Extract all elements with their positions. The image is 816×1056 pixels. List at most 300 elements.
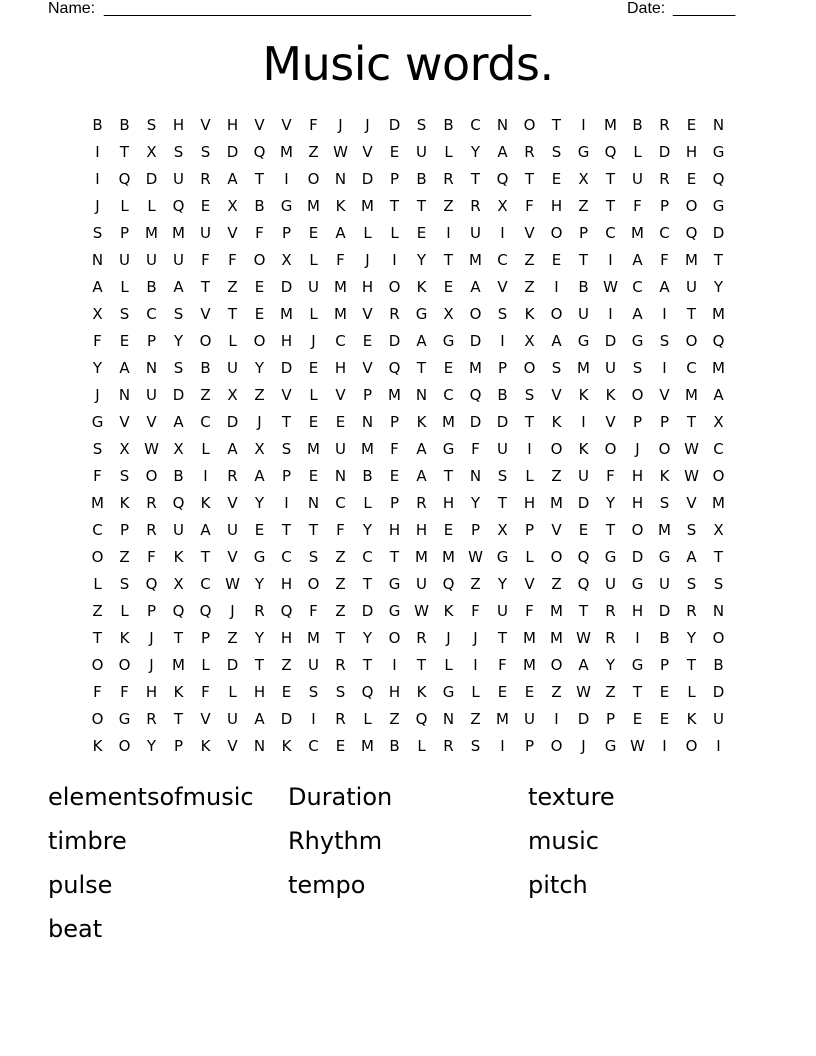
grid-letter[interactable]: J xyxy=(635,440,640,458)
grid-letter[interactable]: M xyxy=(361,440,374,458)
grid-letter[interactable]: V xyxy=(227,737,238,755)
grid-letter[interactable]: P xyxy=(497,359,508,377)
grid-letter[interactable]: Z xyxy=(254,386,265,404)
grid-letter[interactable]: K xyxy=(92,737,103,755)
grid-letter[interactable]: D xyxy=(226,413,239,431)
grid-letter[interactable]: Y xyxy=(605,656,616,674)
grid-letter[interactable]: B xyxy=(389,737,400,755)
grid-letter[interactable]: L xyxy=(444,143,453,161)
grid-letter[interactable]: A xyxy=(578,656,589,674)
grid-letter[interactable]: H xyxy=(253,683,266,701)
grid-letter[interactable]: S xyxy=(470,737,481,755)
grid-letter[interactable]: M xyxy=(523,656,536,674)
grid-letter[interactable]: E xyxy=(686,116,697,134)
grid-letter[interactable]: D xyxy=(145,170,158,188)
grid-letter[interactable]: I xyxy=(527,440,532,458)
grid-letter[interactable]: E xyxy=(497,683,508,701)
grid-letter[interactable]: H xyxy=(226,116,239,134)
grid-letter[interactable]: E xyxy=(308,359,319,377)
grid-letter[interactable]: B xyxy=(578,278,589,296)
grid-letter[interactable]: I xyxy=(662,737,667,755)
grid-letter[interactable]: S xyxy=(659,332,670,350)
grid-letter[interactable]: T xyxy=(605,197,616,215)
grid-letter[interactable]: V xyxy=(200,116,211,134)
grid-letter[interactable]: Y xyxy=(146,737,157,755)
grid-letter[interactable]: S xyxy=(308,683,319,701)
grid-letter[interactable]: F xyxy=(525,602,534,620)
grid-letter[interactable]: R xyxy=(146,710,157,728)
grid-letter[interactable]: A xyxy=(254,710,265,728)
grid-letter[interactable]: C xyxy=(335,332,346,350)
grid-letter[interactable]: B xyxy=(200,359,211,377)
grid-letter[interactable]: O xyxy=(550,548,563,566)
grid-letter[interactable]: F xyxy=(309,602,318,620)
grid-letter[interactable]: F xyxy=(471,602,480,620)
grid-letter[interactable]: V xyxy=(200,305,211,323)
grid-letter[interactable]: A xyxy=(416,467,427,485)
grid-letter[interactable]: M xyxy=(685,251,698,269)
grid-letter[interactable]: A xyxy=(227,170,238,188)
grid-letter[interactable]: S xyxy=(497,467,508,485)
grid-letter[interactable]: N xyxy=(334,170,347,188)
grid-letter[interactable]: S xyxy=(713,575,724,593)
grid-letter[interactable]: U xyxy=(578,305,589,323)
grid-letter[interactable]: A xyxy=(416,332,427,350)
date-field[interactable]: _______ xyxy=(673,0,736,17)
grid-letter[interactable]: L xyxy=(120,278,129,296)
grid-letter[interactable]: J xyxy=(473,629,478,647)
grid-letter[interactable]: D xyxy=(658,602,671,620)
grid-letter[interactable]: Q xyxy=(172,494,185,512)
grid-letter[interactable]: V xyxy=(551,521,562,539)
grid-letter[interactable]: V xyxy=(227,548,238,566)
grid-letter[interactable]: X xyxy=(497,197,508,215)
grid-letter[interactable]: M xyxy=(496,710,509,728)
grid-letter[interactable]: G xyxy=(577,332,590,350)
grid-letter[interactable]: P xyxy=(200,629,211,647)
grid-letter[interactable]: E xyxy=(254,278,265,296)
grid-letter[interactable]: E xyxy=(524,683,535,701)
grid-letter[interactable]: O xyxy=(388,278,401,296)
grid-letter[interactable]: V xyxy=(200,710,211,728)
grid-letter[interactable]: C xyxy=(200,413,211,431)
grid-letter[interactable]: S xyxy=(551,359,562,377)
grid-letter[interactable]: Q xyxy=(604,143,617,161)
grid-letter[interactable]: S xyxy=(119,575,130,593)
grid-letter[interactable]: M xyxy=(280,143,293,161)
grid-letter[interactable]: U xyxy=(578,467,589,485)
grid-letter[interactable]: F xyxy=(471,440,480,458)
grid-letter[interactable]: F xyxy=(498,656,507,674)
grid-letter[interactable]: O xyxy=(388,629,401,647)
grid-letter[interactable]: R xyxy=(659,170,670,188)
grid-letter[interactable]: A xyxy=(632,305,643,323)
grid-letter[interactable]: J xyxy=(446,629,451,647)
grid-letter[interactable]: F xyxy=(606,467,615,485)
grid-letter[interactable]: G xyxy=(712,143,725,161)
grid-letter[interactable]: K xyxy=(119,494,130,512)
grid-letter[interactable]: W xyxy=(225,575,240,593)
grid-letter[interactable]: S xyxy=(416,116,427,134)
grid-letter[interactable]: B xyxy=(659,629,670,647)
grid-letter[interactable]: R xyxy=(524,143,535,161)
grid-letter[interactable]: F xyxy=(633,197,642,215)
grid-letter[interactable]: O xyxy=(118,737,131,755)
grid-letter[interactable]: I xyxy=(311,710,316,728)
grid-letter[interactable]: S xyxy=(551,143,562,161)
grid-letter[interactable]: C xyxy=(281,548,292,566)
grid-letter[interactable]: A xyxy=(119,359,130,377)
grid-letter[interactable]: G xyxy=(604,737,617,755)
grid-letter[interactable]: Q xyxy=(172,197,185,215)
grid-letter[interactable]: W xyxy=(684,467,699,485)
grid-letter[interactable]: P xyxy=(524,737,535,755)
grid-letter[interactable]: T xyxy=(362,656,373,674)
grid-letter[interactable]: H xyxy=(631,494,644,512)
grid-letter[interactable]: A xyxy=(686,548,697,566)
grid-letter[interactable]: X xyxy=(146,143,157,161)
grid-letter[interactable]: Y xyxy=(470,143,481,161)
grid-letter[interactable]: Y xyxy=(362,521,373,539)
grid-letter[interactable]: B xyxy=(443,116,454,134)
grid-letter[interactable]: N xyxy=(496,116,509,134)
grid-letter[interactable]: U xyxy=(200,224,211,242)
grid-letter[interactable]: I xyxy=(662,305,667,323)
grid-letter[interactable]: P xyxy=(524,521,535,539)
grid-letter[interactable]: O xyxy=(712,629,725,647)
grid-letter[interactable]: A xyxy=(173,278,184,296)
grid-letter[interactable]: G xyxy=(442,440,455,458)
grid-letter[interactable]: T xyxy=(200,278,211,296)
grid-letter[interactable]: H xyxy=(334,359,347,377)
grid-letter[interactable]: L xyxy=(633,143,642,161)
grid-letter[interactable]: J xyxy=(149,629,154,647)
grid-letter[interactable]: H xyxy=(145,683,158,701)
grid-letter[interactable]: B xyxy=(497,386,508,404)
grid-letter[interactable]: Q xyxy=(577,548,590,566)
grid-letter[interactable]: A xyxy=(335,224,346,242)
grid-letter[interactable]: C xyxy=(308,737,319,755)
grid-letter[interactable]: H xyxy=(685,143,698,161)
grid-letter[interactable]: O xyxy=(307,575,320,593)
grid-letter[interactable]: V xyxy=(281,116,292,134)
grid-letter[interactable]: O xyxy=(523,359,536,377)
grid-letter[interactable]: Q xyxy=(712,170,725,188)
grid-letter[interactable]: M xyxy=(172,224,185,242)
grid-letter[interactable]: S xyxy=(119,305,130,323)
grid-letter[interactable]: F xyxy=(660,251,669,269)
grid-letter[interactable]: U xyxy=(497,440,508,458)
grid-letter[interactable]: R xyxy=(146,521,157,539)
grid-letter[interactable]: P xyxy=(173,737,184,755)
grid-letter[interactable]: U xyxy=(146,251,157,269)
grid-letter[interactable]: T xyxy=(281,413,292,431)
grid-letter[interactable]: D xyxy=(388,116,401,134)
grid-letter[interactable]: R xyxy=(389,305,400,323)
grid-letter[interactable]: G xyxy=(91,413,104,431)
grid-letter[interactable]: E xyxy=(578,521,589,539)
grid-letter[interactable]: E xyxy=(254,521,265,539)
grid-letter[interactable]: L xyxy=(444,656,453,674)
grid-letter[interactable]: F xyxy=(93,467,102,485)
grid-letter[interactable]: Y xyxy=(254,494,265,512)
grid-letter[interactable]: H xyxy=(415,521,428,539)
grid-letter[interactable]: B xyxy=(146,278,157,296)
grid-letter[interactable]: N xyxy=(307,494,320,512)
grid-letter[interactable]: M xyxy=(712,305,725,323)
grid-letter[interactable]: X xyxy=(524,332,535,350)
grid-letter[interactable]: S xyxy=(308,548,319,566)
grid-letter[interactable]: T xyxy=(200,548,211,566)
grid-letter[interactable]: N xyxy=(415,386,428,404)
grid-letter[interactable]: I xyxy=(284,170,289,188)
grid-letter[interactable]: X xyxy=(578,170,589,188)
grid-letter[interactable]: C xyxy=(146,305,157,323)
grid-letter[interactable]: O xyxy=(685,737,698,755)
grid-letter[interactable]: M xyxy=(550,629,563,647)
grid-letter[interactable]: T xyxy=(362,575,373,593)
grid-letter[interactable]: S xyxy=(92,440,103,458)
grid-letter[interactable]: Q xyxy=(118,170,131,188)
grid-letter[interactable]: H xyxy=(388,521,401,539)
grid-letter[interactable]: U xyxy=(173,170,184,188)
grid-letter[interactable]: L xyxy=(201,656,210,674)
grid-letter[interactable]: E xyxy=(308,224,319,242)
grid-letter[interactable]: I xyxy=(500,332,505,350)
grid-letter[interactable]: S xyxy=(335,683,346,701)
grid-letter[interactable]: N xyxy=(118,386,131,404)
grid-letter[interactable]: N xyxy=(334,467,347,485)
grid-letter[interactable]: Q xyxy=(442,575,455,593)
grid-letter[interactable]: T xyxy=(281,521,292,539)
grid-letter[interactable]: F xyxy=(309,116,318,134)
grid-letter[interactable]: P xyxy=(146,602,157,620)
grid-letter[interactable]: Y xyxy=(173,332,184,350)
grid-letter[interactable]: L xyxy=(228,683,237,701)
grid-letter[interactable]: G xyxy=(631,332,644,350)
grid-letter[interactable]: Z xyxy=(92,602,103,620)
grid-letter[interactable]: Z xyxy=(551,467,562,485)
grid-letter[interactable]: Z xyxy=(551,575,562,593)
grid-letter[interactable]: D xyxy=(226,143,239,161)
grid-letter[interactable]: Q xyxy=(388,359,401,377)
grid-letter[interactable]: Q xyxy=(496,170,509,188)
grid-letter[interactable]: D xyxy=(712,224,725,242)
grid-letter[interactable]: S xyxy=(92,224,103,242)
grid-letter[interactable]: V xyxy=(659,386,670,404)
grid-letter[interactable]: L xyxy=(309,251,318,269)
grid-letter[interactable]: M xyxy=(334,305,347,323)
grid-letter[interactable]: I xyxy=(473,656,478,674)
grid-letter[interactable]: F xyxy=(228,251,237,269)
grid-letter[interactable]: F xyxy=(336,521,345,539)
grid-letter[interactable]: R xyxy=(416,629,427,647)
grid-letter[interactable]: Z xyxy=(389,710,400,728)
grid-letter[interactable]: P xyxy=(659,413,670,431)
grid-letter[interactable]: L xyxy=(390,224,399,242)
grid-letter[interactable]: K xyxy=(443,602,454,620)
grid-letter[interactable]: X xyxy=(227,197,238,215)
grid-letter[interactable]: K xyxy=(551,413,562,431)
grid-letter[interactable]: H xyxy=(523,494,536,512)
grid-letter[interactable]: Y xyxy=(497,575,508,593)
grid-letter[interactable]: B xyxy=(632,116,643,134)
grid-letter[interactable]: N xyxy=(712,602,725,620)
grid-letter[interactable]: Y xyxy=(254,359,265,377)
grid-letter[interactable]: S xyxy=(281,440,292,458)
grid-letter[interactable]: S xyxy=(173,305,184,323)
grid-letter[interactable]: S xyxy=(686,521,697,539)
grid-letter[interactable]: O xyxy=(253,251,266,269)
grid-letter[interactable]: D xyxy=(361,170,374,188)
grid-letter[interactable]: O xyxy=(658,440,671,458)
grid-letter[interactable]: M xyxy=(469,359,482,377)
grid-letter[interactable]: E xyxy=(308,467,319,485)
grid-letter[interactable]: S xyxy=(632,359,643,377)
grid-letter[interactable]: N xyxy=(145,359,158,377)
grid-letter[interactable]: C xyxy=(497,251,508,269)
grid-letter[interactable]: V xyxy=(254,116,265,134)
grid-letter[interactable]: A xyxy=(632,251,643,269)
grid-letter[interactable]: Z xyxy=(119,548,130,566)
grid-letter[interactable]: S xyxy=(173,143,184,161)
grid-letter[interactable]: P xyxy=(389,170,400,188)
grid-letter[interactable]: F xyxy=(93,332,102,350)
grid-letter[interactable]: G xyxy=(280,197,293,215)
grid-letter[interactable]: L xyxy=(147,197,156,215)
grid-letter[interactable]: C xyxy=(200,575,211,593)
grid-letter[interactable]: O xyxy=(253,332,266,350)
grid-letter[interactable]: L xyxy=(417,737,426,755)
grid-letter[interactable]: A xyxy=(254,467,265,485)
grid-letter[interactable]: X xyxy=(713,521,724,539)
grid-letter[interactable]: T xyxy=(389,548,400,566)
grid-letter[interactable]: R xyxy=(254,602,265,620)
grid-letter[interactable]: X xyxy=(713,413,724,431)
grid-letter[interactable]: F xyxy=(201,251,210,269)
grid-letter[interactable]: U xyxy=(227,710,238,728)
grid-letter[interactable]: D xyxy=(631,548,644,566)
grid-letter[interactable]: U xyxy=(416,143,427,161)
grid-letter[interactable]: L xyxy=(363,710,372,728)
grid-letter[interactable]: P xyxy=(659,656,670,674)
grid-letter[interactable]: T xyxy=(335,629,346,647)
grid-letter[interactable]: L xyxy=(228,332,237,350)
grid-letter[interactable]: Z xyxy=(443,197,454,215)
grid-letter[interactable]: E xyxy=(254,305,265,323)
grid-letter[interactable]: R xyxy=(686,602,697,620)
grid-letter[interactable]: O xyxy=(631,521,644,539)
grid-letter[interactable]: C xyxy=(335,494,346,512)
grid-letter[interactable]: Z xyxy=(524,278,535,296)
grid-letter[interactable]: B xyxy=(119,116,130,134)
grid-letter[interactable]: J xyxy=(365,116,370,134)
grid-letter[interactable]: T xyxy=(92,629,103,647)
grid-letter[interactable]: M xyxy=(307,197,320,215)
grid-letter[interactable]: X xyxy=(281,251,292,269)
grid-letter[interactable]: L xyxy=(525,467,534,485)
grid-letter[interactable]: K xyxy=(335,197,346,215)
grid-letter[interactable]: G xyxy=(604,548,617,566)
grid-letter[interactable]: Z xyxy=(335,602,346,620)
grid-letter[interactable]: U xyxy=(605,575,616,593)
grid-letter[interactable]: A xyxy=(92,278,103,296)
grid-letter[interactable]: S xyxy=(686,575,697,593)
grid-letter[interactable]: U xyxy=(173,251,184,269)
grid-letter[interactable]: K xyxy=(416,683,427,701)
grid-letter[interactable]: L xyxy=(93,575,102,593)
grid-letter[interactable]: H xyxy=(550,197,563,215)
grid-letter[interactable]: R xyxy=(416,494,427,512)
grid-letter[interactable]: E xyxy=(335,737,346,755)
grid-letter[interactable]: F xyxy=(147,548,156,566)
grid-letter[interactable]: E xyxy=(362,332,373,350)
grid-letter[interactable]: T xyxy=(227,305,238,323)
grid-letter[interactable]: R xyxy=(605,602,616,620)
grid-letter[interactable]: U xyxy=(227,521,238,539)
grid-letter[interactable]: L xyxy=(120,197,129,215)
grid-letter[interactable]: Q xyxy=(415,710,428,728)
grid-letter[interactable]: E xyxy=(119,332,130,350)
grid-letter[interactable]: E xyxy=(551,251,562,269)
grid-letter[interactable]: W xyxy=(576,629,591,647)
grid-letter[interactable]: D xyxy=(361,602,374,620)
grid-letter[interactable]: U xyxy=(146,386,157,404)
grid-letter[interactable]: I xyxy=(581,413,586,431)
grid-letter[interactable]: Q xyxy=(253,143,266,161)
grid-letter[interactable]: R xyxy=(470,197,481,215)
grid-letter[interactable]: H xyxy=(388,683,401,701)
grid-letter[interactable]: F xyxy=(255,224,264,242)
grid-letter[interactable]: V xyxy=(605,413,616,431)
grid-letter[interactable]: M xyxy=(334,278,347,296)
grid-letter[interactable]: O xyxy=(118,656,131,674)
grid-letter[interactable]: Z xyxy=(605,683,616,701)
grid-letter[interactable]: M xyxy=(631,224,644,242)
grid-letter[interactable]: J xyxy=(230,602,235,620)
grid-letter[interactable]: M xyxy=(145,224,158,242)
grid-letter[interactable]: U xyxy=(524,710,535,728)
grid-letter[interactable]: D xyxy=(658,143,671,161)
grid-letter[interactable]: U xyxy=(470,224,481,242)
grid-letter[interactable]: M xyxy=(280,305,293,323)
grid-letter[interactable]: H xyxy=(280,575,293,593)
grid-letter[interactable]: P xyxy=(362,386,373,404)
grid-letter[interactable]: K xyxy=(578,386,589,404)
grid-letter[interactable]: P xyxy=(659,197,670,215)
grid-letter[interactable]: C xyxy=(443,386,454,404)
grid-letter[interactable]: M xyxy=(415,548,428,566)
grid-letter[interactable]: T xyxy=(686,413,697,431)
grid-letter[interactable]: E xyxy=(443,359,454,377)
grid-letter[interactable]: O xyxy=(550,305,563,323)
grid-letter[interactable]: M xyxy=(442,548,455,566)
grid-letter[interactable]: V xyxy=(362,143,373,161)
grid-letter[interactable]: J xyxy=(365,251,370,269)
grid-letter[interactable]: R xyxy=(335,710,346,728)
grid-letter[interactable]: V xyxy=(551,386,562,404)
grid-letter[interactable]: Z xyxy=(524,251,535,269)
grid-letter[interactable]: F xyxy=(390,440,399,458)
grid-letter[interactable]: K xyxy=(605,386,616,404)
grid-letter[interactable]: E xyxy=(416,224,427,242)
grid-letter[interactable]: P xyxy=(389,413,400,431)
grid-letter[interactable]: G xyxy=(388,575,401,593)
grid-letter[interactable]: P xyxy=(632,413,643,431)
grid-letter[interactable]: D xyxy=(712,683,725,701)
grid-letter[interactable]: L xyxy=(309,305,318,323)
grid-letter[interactable]: T xyxy=(605,521,616,539)
